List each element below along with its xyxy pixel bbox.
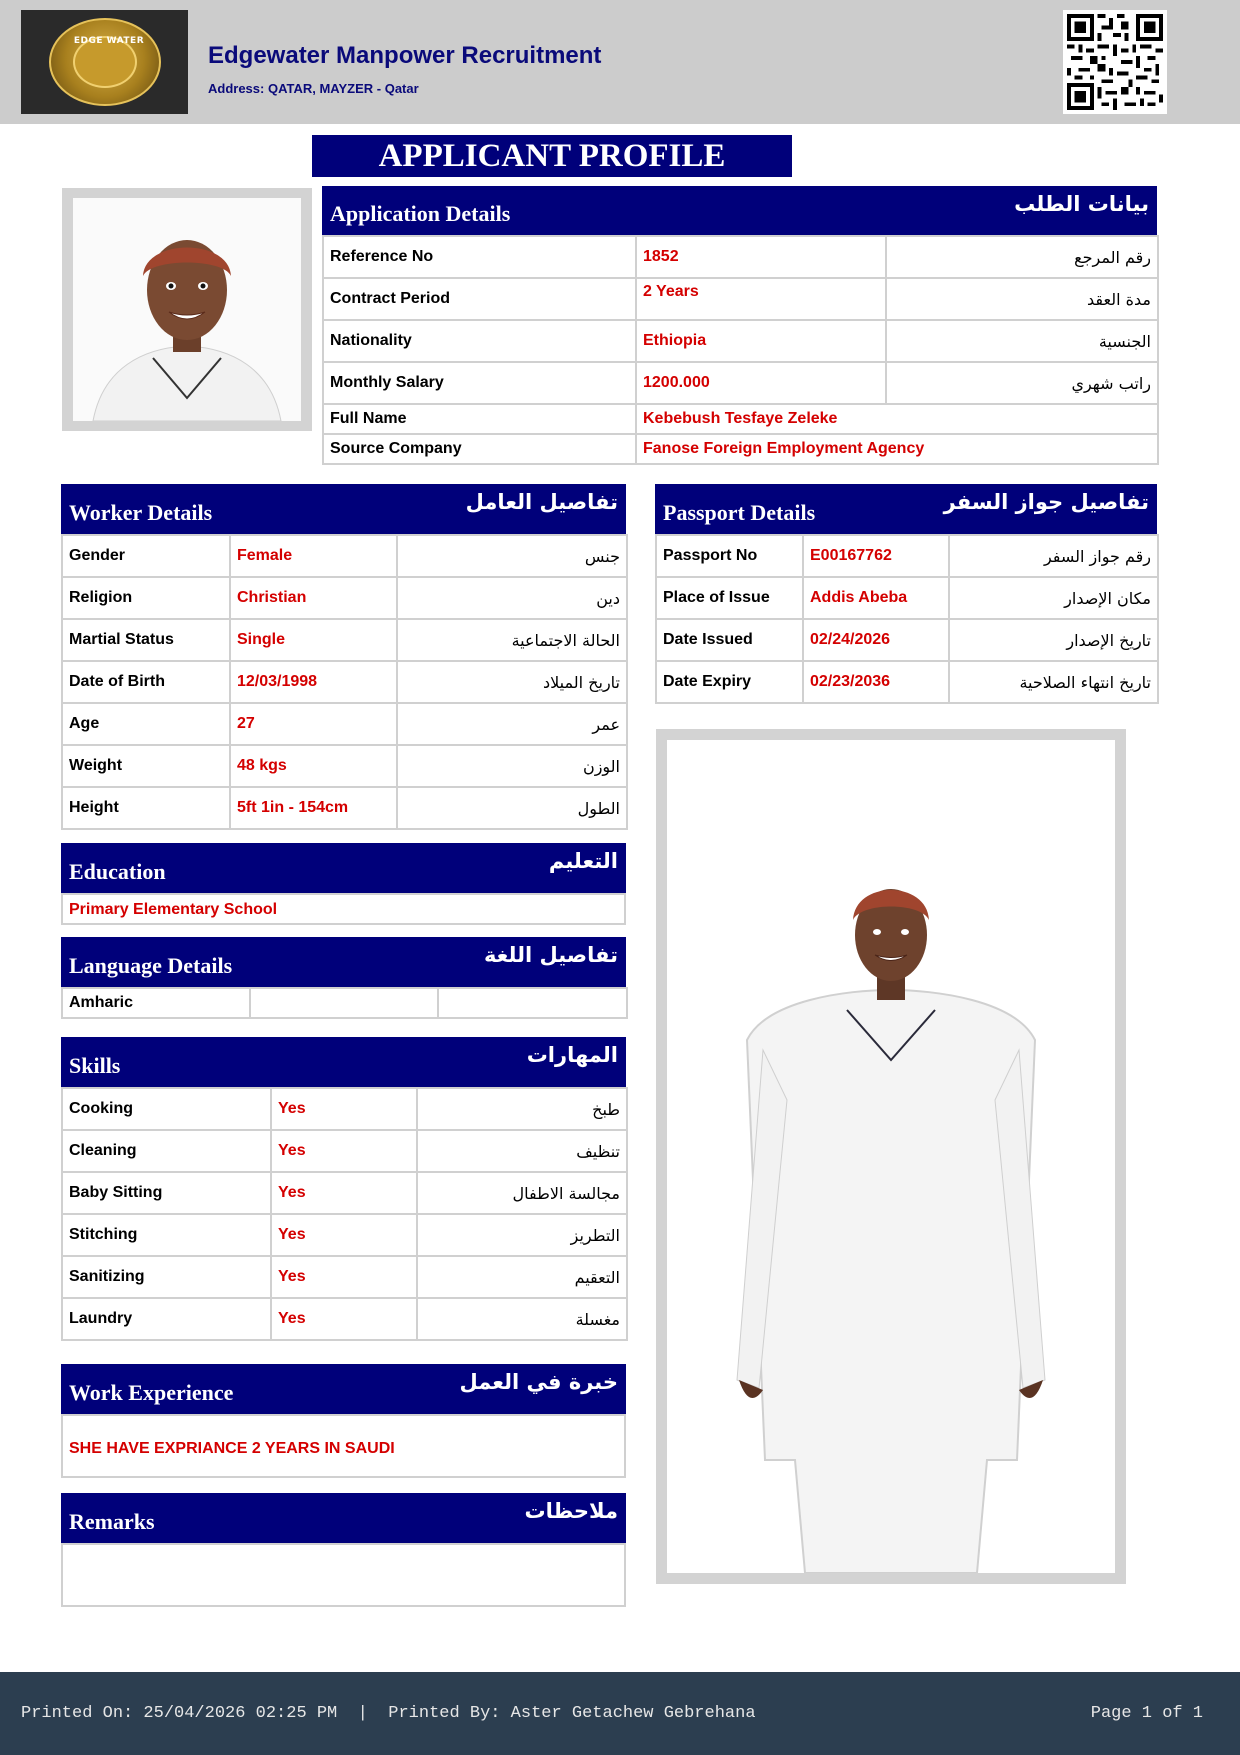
table-row: Stitching Yes التطريز bbox=[62, 1214, 627, 1256]
language-table bbox=[61, 987, 628, 1019]
table-row: Religion Christian دين bbox=[62, 577, 627, 619]
profile-photo bbox=[73, 198, 301, 421]
section-title: Work Experience bbox=[69, 1380, 234, 1405]
language-item bbox=[438, 988, 627, 1018]
language-details-header bbox=[61, 937, 626, 987]
section-title-arabic: تفاصيل اللغة bbox=[483, 943, 618, 967]
work-experience-value: SHE HAVE EXPRIANCE 2 YEARS IN SAUDI bbox=[69, 1440, 395, 1457]
company-name: Edgewater Manpower Recruitment bbox=[208, 42, 602, 69]
table-row: Height 5ft 1in - 154cm الطول bbox=[62, 787, 627, 829]
full-body-photo bbox=[667, 740, 1115, 1573]
table-row: Full Name Kebebush Tesfaye Zeleke bbox=[323, 404, 1158, 434]
section-title-arabic: بيانات الطلب bbox=[1014, 192, 1149, 216]
table-row: Contract Period 2 Years مدة العقد bbox=[323, 278, 1158, 320]
profile-photo-frame bbox=[62, 188, 312, 431]
page-header bbox=[0, 0, 1240, 124]
table-row: Monthly Salary 1200.000 راتب شهري bbox=[323, 362, 1158, 404]
section-title: Passport Details bbox=[663, 500, 816, 525]
section-title: Skills bbox=[69, 1053, 121, 1078]
table-row: Passport No E00167762 رقم جواز السفر bbox=[656, 535, 1158, 577]
logo-text: EDGE WATER bbox=[73, 36, 145, 46]
table-row: Date of Birth 12/03/1998 تاريخ الميلاد bbox=[62, 661, 627, 703]
page-footer bbox=[0, 1672, 1240, 1755]
section-title-arabic: ملاحظات bbox=[524, 1499, 618, 1523]
table-row: Nationality Ethiopia الجنسية bbox=[323, 320, 1158, 362]
table-row: Age 27 عمر bbox=[62, 703, 627, 745]
table-row: Cleaning Yes تنظيف bbox=[62, 1130, 627, 1172]
table-row: Weight 48 kgs الوزن bbox=[62, 745, 627, 787]
company-logo bbox=[21, 10, 188, 114]
qr-code-icon bbox=[1063, 10, 1167, 114]
table-row: Date Issued 02/24/2026 تاريخ الإصدار bbox=[656, 619, 1158, 661]
education-value: Primary Elementary School bbox=[69, 901, 278, 918]
worker-details-header bbox=[61, 484, 626, 534]
language-item bbox=[250, 988, 438, 1018]
table-row bbox=[62, 988, 627, 1018]
language-item: Amharic bbox=[62, 988, 250, 1018]
work-experience-header bbox=[61, 1364, 626, 1414]
remarks-box bbox=[61, 1543, 626, 1607]
section-title-arabic: المهارات bbox=[526, 1043, 618, 1067]
passport-details-header bbox=[655, 484, 1157, 534]
table-row: Laundry Yes مغسلة bbox=[62, 1298, 627, 1340]
section-title-arabic: خبرة في العمل bbox=[459, 1370, 618, 1394]
company-address: Address: QATAR, MAYZER - Qatar bbox=[208, 81, 419, 96]
table-row: Gender Female جنس bbox=[62, 535, 627, 577]
section-title: Remarks bbox=[69, 1509, 155, 1534]
table-row: Sanitizing Yes التعقيم bbox=[62, 1256, 627, 1298]
section-title: Worker Details bbox=[69, 500, 213, 525]
section-title-arabic: تفاصيل جواز السفر bbox=[943, 490, 1149, 514]
work-experience-box bbox=[61, 1414, 626, 1478]
education-value-box bbox=[61, 893, 626, 925]
table-row: Baby Sitting Yes مجالسة الاطفال bbox=[62, 1172, 627, 1214]
page-number: Page 1 of 1 bbox=[1090, 1704, 1203, 1723]
section-title: Application Details bbox=[330, 201, 511, 226]
globe-logo-icon bbox=[49, 18, 161, 106]
full-body-photo-frame bbox=[656, 729, 1126, 1584]
remarks-header bbox=[61, 1493, 626, 1543]
table-row: Reference No 1852 رقم المرجع bbox=[323, 236, 1158, 278]
application-details-header bbox=[322, 186, 1157, 235]
page-title: APPLICANT PROFILE bbox=[312, 135, 792, 177]
skills-table bbox=[61, 1087, 628, 1341]
application-details-table bbox=[322, 235, 1159, 465]
section-title-arabic: التعليم bbox=[548, 849, 618, 873]
table-row: Place of Issue Addis Abeba مكان الإصدار bbox=[656, 577, 1158, 619]
skills-header bbox=[61, 1037, 626, 1087]
table-row: Source Company Fanose Foreign Employment Agency bbox=[323, 434, 1158, 464]
section-title-arabic: تفاصيل العامل bbox=[465, 490, 618, 514]
table-row: Martial Status Single الحالة الاجتماعية bbox=[62, 619, 627, 661]
section-title: Language Details bbox=[69, 953, 233, 978]
print-info: Printed On: 25/04/2026 02:25 PM | Printed By: Aster Getachew Gebrehana bbox=[21, 1704, 756, 1723]
education-header bbox=[61, 843, 626, 893]
section-title: Education bbox=[69, 859, 166, 884]
table-row: Date Expiry 02/23/2036 تاريخ انتهاء الصلاحية bbox=[656, 661, 1158, 703]
worker-details-table bbox=[61, 534, 628, 830]
passport-details-table bbox=[655, 534, 1159, 704]
table-row: Cooking Yes طبخ bbox=[62, 1088, 627, 1130]
